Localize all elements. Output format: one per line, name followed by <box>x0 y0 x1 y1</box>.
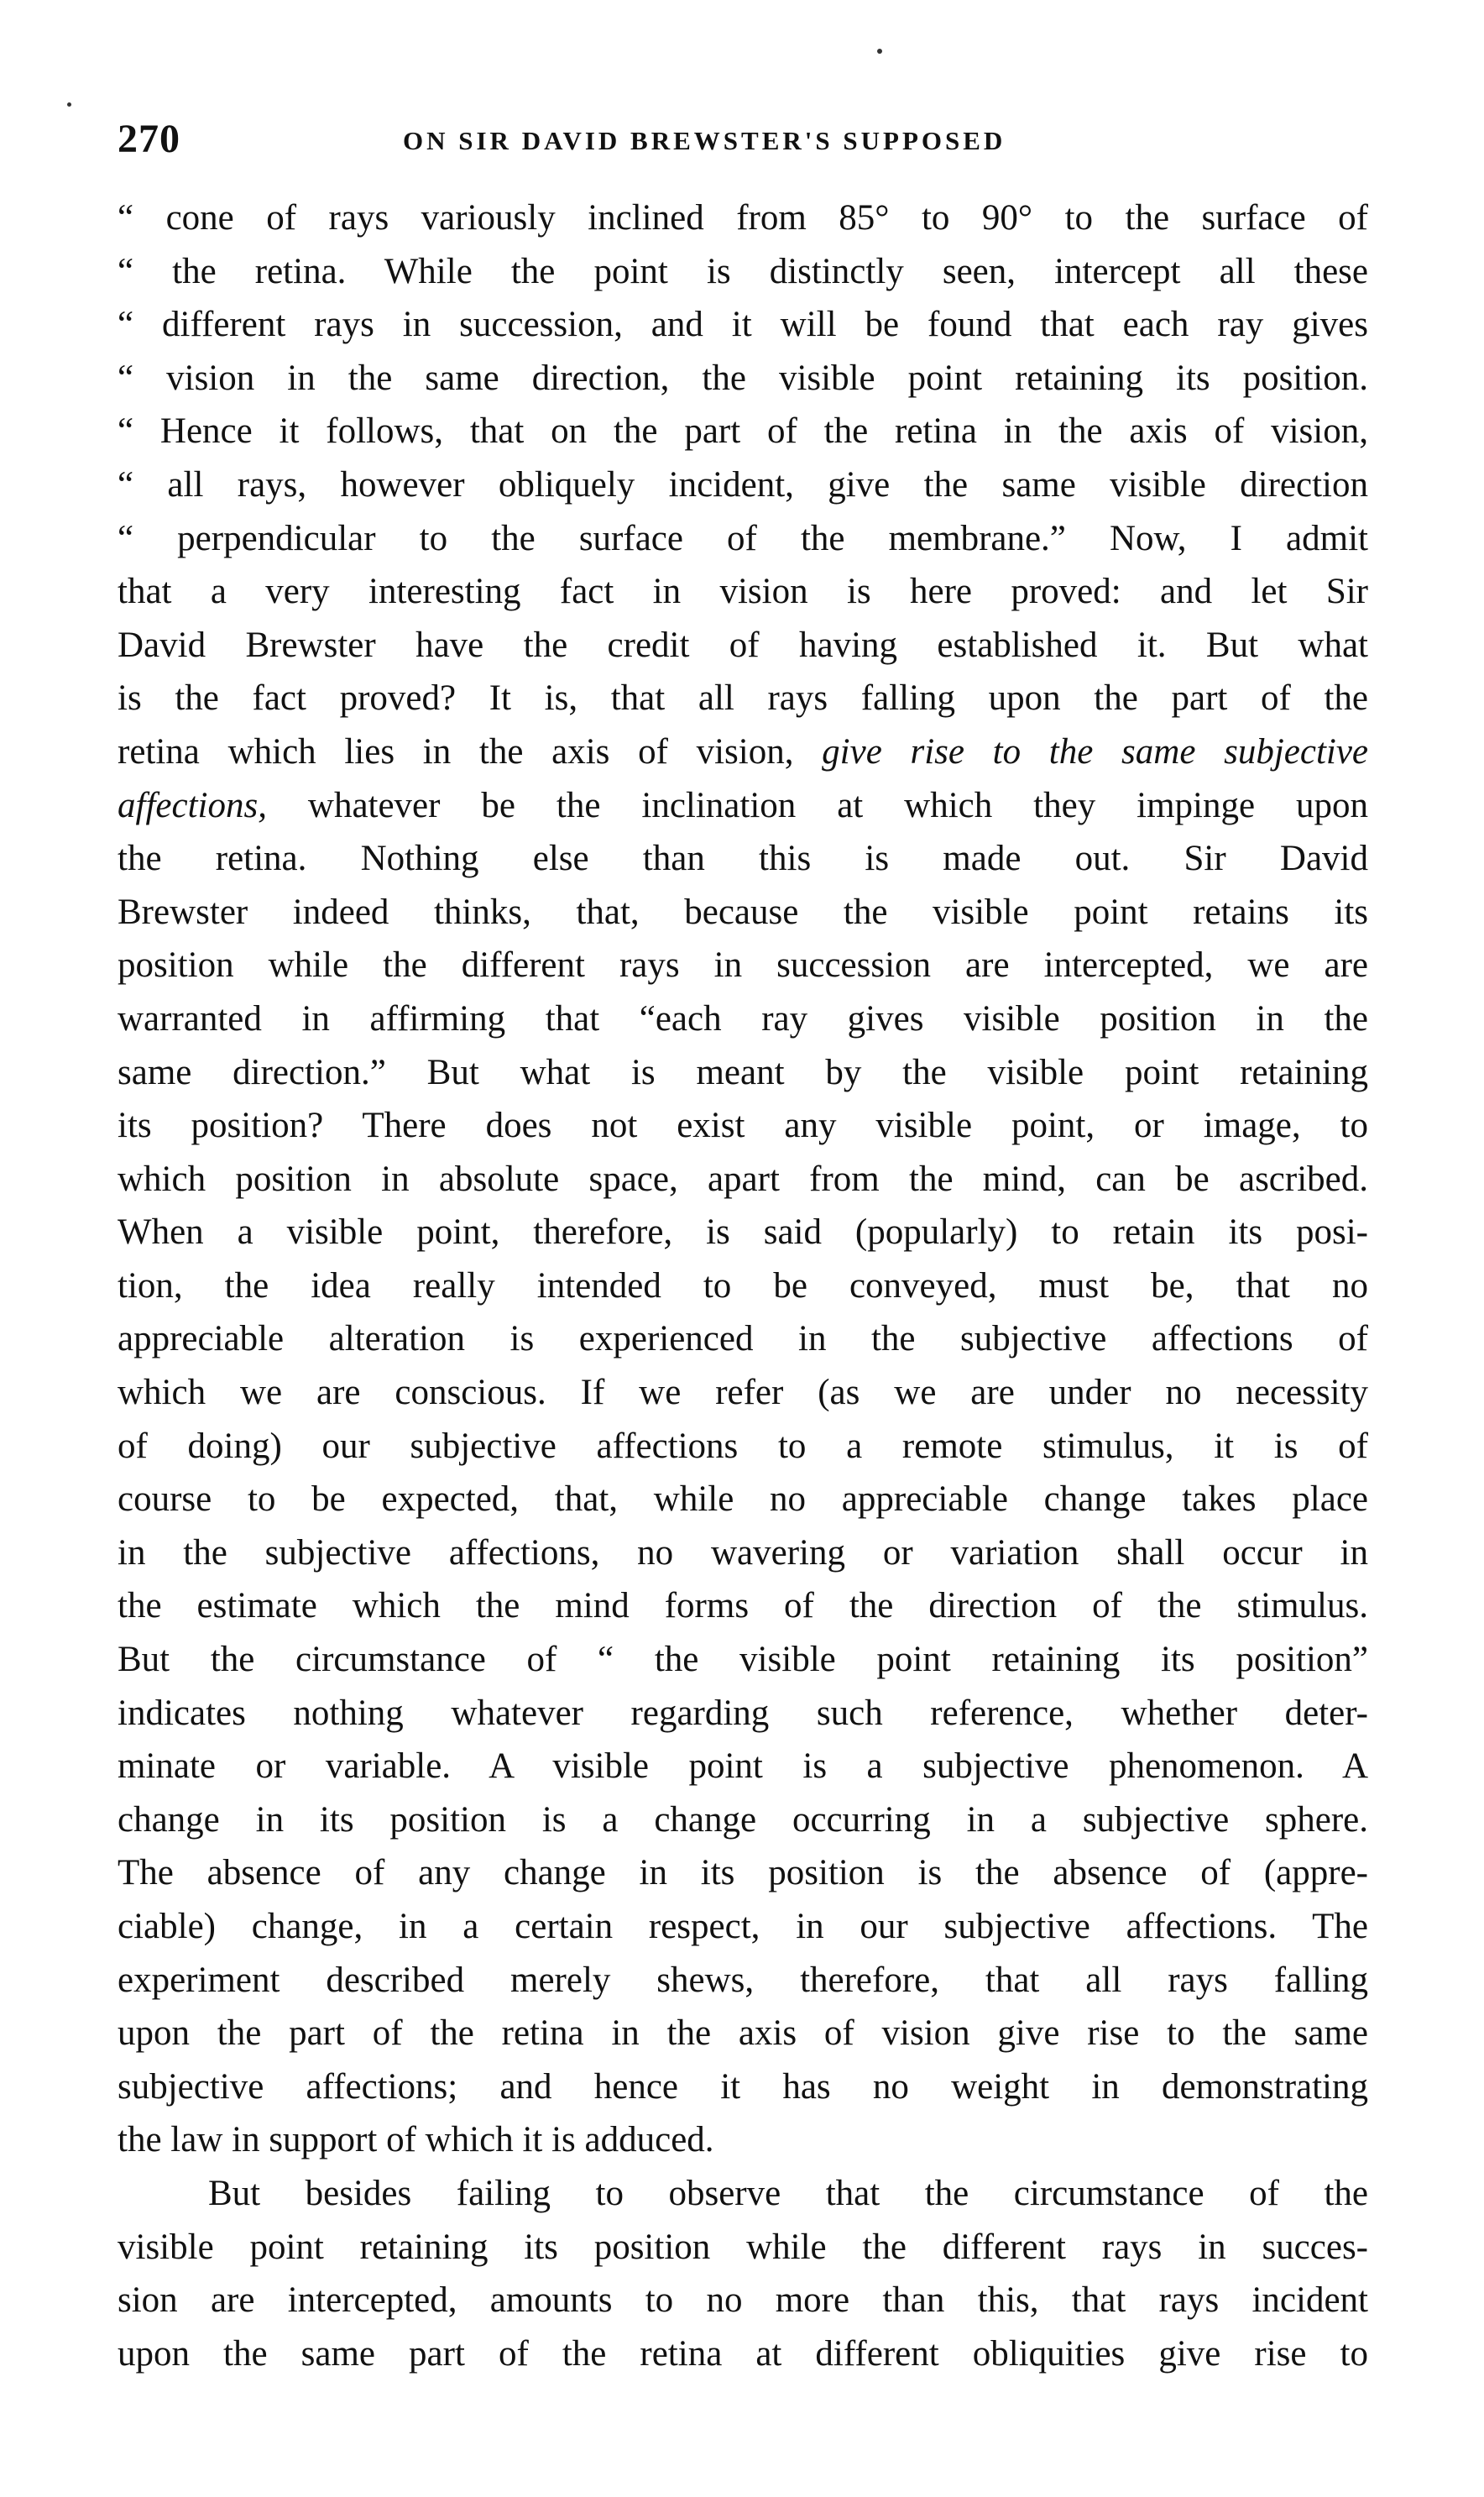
paragraph-start-line: But besides failing to observe that the circumstance of the <box>208 2173 1368 2213</box>
text-line: upon the same part of the retina at different obliquities give rise to <box>118 2333 1368 2374</box>
text-line: appreciable alteration is experienced in the subjective affections of <box>118 1319 1368 1359</box>
text-line: subjective affections; and hence it has no weight in demonstrating <box>118 2066 1368 2107</box>
text-span: whatever be the inclination at which they impinge upon <box>307 785 1368 825</box>
text-line: tion, the idea really intended to be conveyed, must be, that no <box>118 1265 1368 1306</box>
page-header <box>118 116 1366 166</box>
text-span: retina which lies in the axis of vision, <box>118 731 794 772</box>
text-line: upon the part of the retina in the axis of vision give rise to the same <box>118 2013 1368 2054</box>
text-line: indicates nothing whatever regarding such reference, whether deter- <box>118 1693 1368 1733</box>
text-line: sion are intercepted, amounts to no more than this, that rays incident <box>118 2280 1368 2321</box>
text-line: same direction.” But what is meant by the visible point retaining <box>118 1052 1368 1092</box>
text-line: of doing) our subjective affections to a remote stimulus, it is of <box>118 1426 1368 1466</box>
text-line: position while the different rays in succession are intercepted, we are <box>118 945 1368 986</box>
italic-span: give rise to the same subjective <box>822 731 1368 772</box>
print-speck <box>67 102 71 107</box>
text-line: course to be expected, that, while no appreciable change takes place <box>118 1479 1368 1520</box>
text-line: which position in absolute space, apart from the mind, can be ascribed. <box>118 1159 1368 1199</box>
text-line: “ the retina. While the point is distinctly seen, intercept all these <box>118 251 1368 291</box>
text-line: “ all rays, however obliquely incident, give the same visible direction <box>118 464 1368 505</box>
text-line: Brewster indeed thinks, that, because the visible point retains its <box>118 892 1368 932</box>
text-line: “ vision in the same direction, the visible point retaining its position. <box>118 358 1368 398</box>
text-line: “ cone of rays variously inclined from 85° to 90° to the surface of <box>118 198 1368 238</box>
text-line-mixed <box>118 779 1368 833</box>
text-line: that a very interesting fact in vision is here proved: and let Sir <box>118 572 1368 612</box>
page-number: 270 <box>118 117 180 161</box>
text-line: ciable) change, in a certain respect, in our subjective affections. The <box>118 1907 1368 1946</box>
paragraph-end-line: the law in support of which it is adduced. <box>118 2120 714 2160</box>
text-line: visible point retaining its position while the different rays in succes- <box>118 2227 1368 2267</box>
text-line: its position? There does not exist any visible point, or image, to <box>118 1106 1368 1146</box>
text-line: is the fact proved? It is, that all rays falling upon the part of the <box>118 678 1368 719</box>
text-line: “ Hence it follows, that on the part of the retina in the axis of vision, <box>118 411 1368 452</box>
text-line: “ different rays in succession, and it will be found that each ray gives <box>118 305 1368 345</box>
text-line: When a visible point, therefore, is said (popularly) to retain its posi- <box>118 1212 1368 1253</box>
text-line: “ perpendicular to the surface of the membrane.” Now, I admit <box>118 518 1368 558</box>
text-line-mixed <box>118 725 1368 779</box>
running-title: ON SIR DAVID BREWSTER'S SUPPOSED <box>403 126 1006 155</box>
text-line: minate or variable. A visible point is a subjective phenomenon. A <box>118 1746 1368 1787</box>
text-line: the retina. Nothing else than this is made out. Sir David <box>118 839 1368 879</box>
text-line: the estimate which the mind forms of the direction of the stimulus. <box>118 1586 1368 1626</box>
body-text <box>118 191 1368 2380</box>
text-line: warranted in affirming that “each ray gives visible position in the <box>118 998 1368 1039</box>
text-line: But the circumstance of “ the visible point retaining its position” <box>118 1640 1368 1680</box>
text-line: experiment described merely shews, therefore, that all rays falling <box>118 1960 1368 2000</box>
text-line: which we are conscious. If we refer (as we are under no necessity <box>118 1373 1368 1413</box>
italic-span: affections, <box>118 785 267 825</box>
text-line: David Brewster have the credit of having established it. But what <box>118 625 1368 665</box>
text-line: in the subjective affections, no wavering or variation shall occur in <box>118 1532 1368 1573</box>
text-line: change in its position is a change occurring in a subjective sphere. <box>118 1799 1368 1840</box>
text-line: The absence of any change in its position is the absence of (appre- <box>118 1853 1368 1893</box>
print-speck <box>877 49 882 54</box>
